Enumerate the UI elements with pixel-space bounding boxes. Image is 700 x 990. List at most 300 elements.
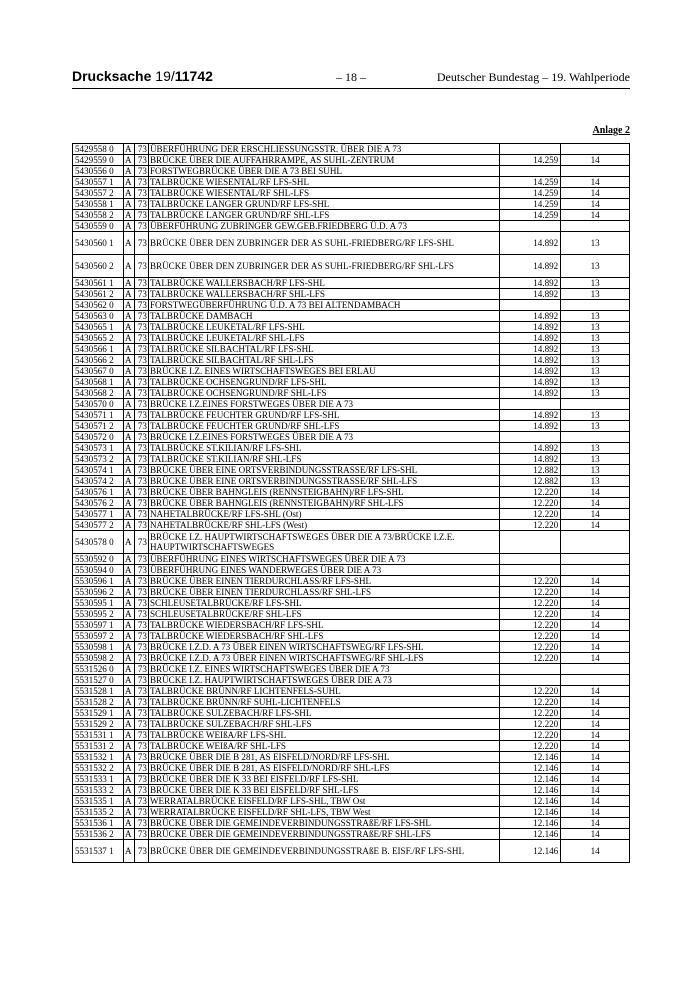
bridge-table-body bbox=[73, 144, 630, 863]
grade-value-cell: 14 bbox=[561, 697, 630, 708]
table-row bbox=[73, 631, 630, 642]
header-rule bbox=[72, 88, 630, 89]
road-class-cell: A bbox=[124, 221, 135, 232]
table-row bbox=[73, 531, 630, 554]
grade-value-cell: 13 bbox=[561, 311, 630, 322]
grade-value-cell: 13 bbox=[561, 366, 630, 377]
table-row bbox=[73, 774, 630, 785]
structure-name-cell: TALBRÜCKE WIEDERSBACH/RF SHL-LFS bbox=[148, 631, 499, 642]
grade-value-cell: 14 bbox=[561, 587, 630, 598]
road-class-cell: A bbox=[124, 664, 135, 675]
structure-id-cell: 5530595 1 bbox=[73, 598, 124, 609]
road-number-cell: 73 bbox=[135, 675, 149, 686]
structure-name-cell: WERRATALBRÜCKE EISFELD/RF SHL-LFS, TBW West bbox=[148, 807, 499, 818]
table-row bbox=[73, 210, 630, 221]
road-number-cell: 73 bbox=[135, 443, 149, 454]
table-row bbox=[73, 708, 630, 719]
document-number: 11742 bbox=[174, 68, 213, 84]
area-value-cell: 14.892 bbox=[499, 344, 560, 355]
grade-value-cell: 14 bbox=[561, 177, 630, 188]
grade-value-cell: 14 bbox=[561, 708, 630, 719]
road-number-cell: 73 bbox=[135, 730, 149, 741]
structure-id-cell: 5430557 1 bbox=[73, 177, 124, 188]
area-value-cell bbox=[499, 664, 560, 675]
structure-name-cell: TALBRÜCKE WIESENTAL/RF LFS-SHL bbox=[148, 177, 499, 188]
area-value-cell: 14.892 bbox=[499, 410, 560, 421]
table-row bbox=[73, 410, 630, 421]
table-row bbox=[73, 344, 630, 355]
grade-value-cell: 14 bbox=[561, 763, 630, 774]
structure-name-cell: TALBRÜCKE LEUKETAL/RF SHL-LFS bbox=[148, 333, 499, 344]
road-class-cell: A bbox=[124, 344, 135, 355]
area-value-cell: 12.882 bbox=[499, 465, 560, 476]
road-class-cell: A bbox=[124, 144, 135, 155]
area-value-cell: 12.220 bbox=[499, 620, 560, 631]
table-row bbox=[73, 653, 630, 664]
area-value-cell bbox=[499, 531, 560, 554]
road-class-cell: A bbox=[124, 311, 135, 322]
grade-value-cell bbox=[561, 554, 630, 565]
structure-name-cell: BRÜCKE ÜBER DIE K 33 BEI EISFELD/RF SHL-LFS bbox=[148, 785, 499, 796]
area-value-cell: 14.892 bbox=[499, 311, 560, 322]
table-row bbox=[73, 763, 630, 774]
document-session: 19/ bbox=[155, 68, 175, 84]
road-class-cell: A bbox=[124, 796, 135, 807]
table-row bbox=[73, 300, 630, 311]
road-class-cell: A bbox=[124, 829, 135, 840]
grade-value-cell: 13 bbox=[561, 232, 630, 255]
road-number-cell: 73 bbox=[135, 177, 149, 188]
table-row bbox=[73, 333, 630, 344]
area-value-cell: 12.220 bbox=[499, 730, 560, 741]
structure-name-cell: ÜBERFÜHRUNG EINES WIRTSCHAFTSWEGES ÜBER DIE A 73 bbox=[148, 554, 499, 565]
grade-value-cell: 14 bbox=[561, 807, 630, 818]
structure-id-cell: 5430576 2 bbox=[73, 498, 124, 509]
grade-value-cell: 13 bbox=[561, 377, 630, 388]
table-row bbox=[73, 454, 630, 465]
grade-value-cell: 13 bbox=[561, 421, 630, 432]
structure-name-cell: BRÜCKE ÜBER DIE GEMEINDEVERBINDUNGSSTRAßE/RF LFS-SHL bbox=[148, 818, 499, 829]
road-number-cell: 73 bbox=[135, 818, 149, 829]
structure-id-cell: 5531531 1 bbox=[73, 730, 124, 741]
structure-name-cell: BRÜCKE ÜBER DIE AUFFAHRRAMPE, AS SUHL-ZENTRUM bbox=[148, 155, 499, 166]
area-value-cell: 12.146 bbox=[499, 752, 560, 763]
area-value-cell: 12.220 bbox=[499, 697, 560, 708]
area-value-cell: 12.882 bbox=[499, 476, 560, 487]
table-row bbox=[73, 366, 630, 377]
structure-id-cell: 5531529 2 bbox=[73, 719, 124, 730]
road-class-cell: A bbox=[124, 278, 135, 289]
table-row bbox=[73, 752, 630, 763]
structure-id-cell: 5531533 2 bbox=[73, 785, 124, 796]
structure-id-cell: 5531526 0 bbox=[73, 664, 124, 675]
road-class-cell: A bbox=[124, 377, 135, 388]
structure-name-cell: NAHETALBRÜCKE/RF LFS-SHL (Ost) bbox=[148, 509, 499, 520]
grade-value-cell: 13 bbox=[561, 465, 630, 476]
table-row bbox=[73, 355, 630, 366]
area-value-cell: 14.259 bbox=[499, 210, 560, 221]
structure-name-cell: BRÜCKE ÜBER DIE K 33 BEI EISFELD/RF LFS-SHL bbox=[148, 774, 499, 785]
structure-id-cell: 5430576 1 bbox=[73, 487, 124, 498]
road-class-cell: A bbox=[124, 697, 135, 708]
structure-id-cell: 5430568 2 bbox=[73, 388, 124, 399]
structure-id-cell: 5430567 0 bbox=[73, 366, 124, 377]
area-value-cell: 12.220 bbox=[499, 708, 560, 719]
structure-name-cell: BRÜCKE I.Z. EINES WIRTSCHAFTSWEGES BEI ERLAU bbox=[148, 366, 499, 377]
structure-name-cell: BRÜCKE I.Z.EINES FORSTWEGES ÜBER DIE A 73 bbox=[148, 432, 499, 443]
grade-value-cell: 14 bbox=[561, 576, 630, 587]
table-row bbox=[73, 818, 630, 829]
structure-id-cell: 5430560 2 bbox=[73, 255, 124, 278]
page-number: – 18 – bbox=[336, 70, 366, 84]
road-class-cell: A bbox=[124, 631, 135, 642]
road-number-cell: 73 bbox=[135, 454, 149, 465]
grade-value-cell: 13 bbox=[561, 333, 630, 344]
document-label: Drucksache bbox=[72, 68, 152, 84]
table-row bbox=[73, 465, 630, 476]
structure-name-cell: TALBRÜCKE BRÜNN/RF LICHTENFELS-SUHL bbox=[148, 686, 499, 697]
road-class-cell: A bbox=[124, 531, 135, 554]
road-class-cell: A bbox=[124, 399, 135, 410]
structure-id-cell: 5430558 2 bbox=[73, 210, 124, 221]
grade-value-cell: 14 bbox=[561, 210, 630, 221]
structure-id-cell: 5430571 1 bbox=[73, 410, 124, 421]
road-class-cell: A bbox=[124, 155, 135, 166]
table-row bbox=[73, 587, 630, 598]
table-row bbox=[73, 188, 630, 199]
grade-value-cell: 14 bbox=[561, 155, 630, 166]
grade-value-cell: 14 bbox=[561, 487, 630, 498]
road-number-cell: 73 bbox=[135, 355, 149, 366]
road-number-cell: 73 bbox=[135, 642, 149, 653]
page-header bbox=[72, 68, 630, 88]
grade-value-cell: 13 bbox=[561, 454, 630, 465]
structure-name-cell: TALBRÜCKE WALLERSBACH/RF SHL-LFS bbox=[148, 289, 499, 300]
area-value-cell: 14.892 bbox=[499, 388, 560, 399]
road-class-cell: A bbox=[124, 509, 135, 520]
road-class-cell: A bbox=[124, 476, 135, 487]
structure-id-cell: 5530594 0 bbox=[73, 565, 124, 576]
structure-id-cell: 5430556 0 bbox=[73, 166, 124, 177]
road-number-cell: 73 bbox=[135, 554, 149, 565]
structure-id-cell: 5430568 1 bbox=[73, 377, 124, 388]
structure-name-cell: BRÜCKE ÜBER BAHNGLEIS (RENNSTEIGBAHN)/RF LFS-SHL bbox=[148, 487, 499, 498]
structure-id-cell: 5430557 2 bbox=[73, 188, 124, 199]
table-row bbox=[73, 144, 630, 155]
table-row bbox=[73, 155, 630, 166]
area-value-cell: 14.259 bbox=[499, 177, 560, 188]
structure-id-cell: 5530597 2 bbox=[73, 631, 124, 642]
area-value-cell: 12.220 bbox=[499, 653, 560, 664]
structure-id-cell: 5430565 1 bbox=[73, 322, 124, 333]
road-class-cell: A bbox=[124, 177, 135, 188]
table-row bbox=[73, 642, 630, 653]
structure-id-cell: 5531536 2 bbox=[73, 829, 124, 840]
table-row bbox=[73, 421, 630, 432]
road-class-cell: A bbox=[124, 675, 135, 686]
area-value-cell bbox=[499, 432, 560, 443]
road-number-cell: 73 bbox=[135, 388, 149, 399]
road-class-cell: A bbox=[124, 730, 135, 741]
table-row bbox=[73, 432, 630, 443]
area-value-cell: 12.220 bbox=[499, 487, 560, 498]
road-number-cell: 73 bbox=[135, 598, 149, 609]
road-class-cell: A bbox=[124, 432, 135, 443]
area-value-cell bbox=[499, 166, 560, 177]
road-class-cell: A bbox=[124, 807, 135, 818]
table-row bbox=[73, 609, 630, 620]
road-class-cell: A bbox=[124, 199, 135, 210]
grade-value-cell: 14 bbox=[561, 498, 630, 509]
area-value-cell: 12.146 bbox=[499, 785, 560, 796]
road-number-cell: 73 bbox=[135, 520, 149, 531]
area-value-cell bbox=[499, 565, 560, 576]
structure-name-cell: TALBRÜCKE WIEDERSBACH/RF LFS-SHL bbox=[148, 620, 499, 631]
road-number-cell: 73 bbox=[135, 188, 149, 199]
structure-id-cell: 5531535 2 bbox=[73, 807, 124, 818]
area-value-cell: 14.892 bbox=[499, 355, 560, 366]
structure-id-cell: 5430578 0 bbox=[73, 531, 124, 554]
road-number-cell: 73 bbox=[135, 144, 149, 155]
road-class-cell: A bbox=[124, 752, 135, 763]
grade-value-cell bbox=[561, 144, 630, 155]
structure-name-cell: TALBRÜCKE DAMBACH bbox=[148, 311, 499, 322]
structure-name-cell: TALBRÜCKE WEIßA/RF SHL-LFS bbox=[148, 741, 499, 752]
table-row bbox=[73, 166, 630, 177]
structure-name-cell: TALBRÜCKE ST.KILIAN/RF SHL-LFS bbox=[148, 454, 499, 465]
road-number-cell: 73 bbox=[135, 840, 149, 863]
structure-id-cell: 5430558 1 bbox=[73, 199, 124, 210]
table-row bbox=[73, 177, 630, 188]
road-number-cell: 73 bbox=[135, 166, 149, 177]
grade-value-cell: 14 bbox=[561, 642, 630, 653]
area-value-cell: 12.146 bbox=[499, 818, 560, 829]
structure-id-cell: 5430571 2 bbox=[73, 421, 124, 432]
grade-value-cell: 14 bbox=[561, 818, 630, 829]
table-row bbox=[73, 388, 630, 399]
grade-value-cell: 14 bbox=[561, 796, 630, 807]
road-number-cell: 73 bbox=[135, 322, 149, 333]
road-number-cell: 73 bbox=[135, 763, 149, 774]
table-row bbox=[73, 840, 630, 863]
road-class-cell: A bbox=[124, 498, 135, 509]
area-value-cell bbox=[499, 300, 560, 311]
area-value-cell: 14.892 bbox=[499, 232, 560, 255]
structure-name-cell: FORSTWEGÜBERFÜHRUNG Ü.D. A 73 BEI ALTENDAMBACH bbox=[148, 300, 499, 311]
table-row bbox=[73, 199, 630, 210]
road-number-cell: 73 bbox=[135, 311, 149, 322]
table-row bbox=[73, 598, 630, 609]
structure-name-cell: TALBRÜCKE LANGER GRUND/RF LFS-SHL bbox=[148, 199, 499, 210]
road-number-cell: 73 bbox=[135, 210, 149, 221]
area-value-cell: 12.146 bbox=[499, 774, 560, 785]
road-class-cell: A bbox=[124, 520, 135, 531]
table-row bbox=[73, 807, 630, 818]
structure-name-cell: BRÜCKE ÜBER DIE GEMEINDEVERBINDUNGSSTRAßE/RF SHL-LFS bbox=[148, 829, 499, 840]
table-row bbox=[73, 498, 630, 509]
road-class-cell: A bbox=[124, 487, 135, 498]
structure-id-cell: 5531527 0 bbox=[73, 675, 124, 686]
area-value-cell bbox=[499, 144, 560, 155]
structure-name-cell: TALBRÜCKE WALLERSBACH/RF LFS-SHL bbox=[148, 278, 499, 289]
structure-name-cell: BRÜCKE ÜBER DEN ZUBRINGER DER AS SUHL-FRIEDBERG/RF SHL-LFS bbox=[148, 255, 499, 278]
area-value-cell: 12.146 bbox=[499, 763, 560, 774]
grade-value-cell: 14 bbox=[561, 188, 630, 199]
structure-id-cell: 5430561 2 bbox=[73, 289, 124, 300]
structure-name-cell: TALBRÜCKE SILBACHTAL/RF LFS-SHL bbox=[148, 344, 499, 355]
area-value-cell: 14.892 bbox=[499, 322, 560, 333]
area-value-cell: 12.146 bbox=[499, 840, 560, 863]
grade-value-cell: 14 bbox=[561, 686, 630, 697]
structure-id-cell: 5531528 1 bbox=[73, 686, 124, 697]
road-number-cell: 73 bbox=[135, 366, 149, 377]
structure-id-cell: 5430563 0 bbox=[73, 311, 124, 322]
road-class-cell: A bbox=[124, 465, 135, 476]
area-value-cell: 14.892 bbox=[499, 377, 560, 388]
road-class-cell: A bbox=[124, 785, 135, 796]
grade-value-cell bbox=[561, 432, 630, 443]
area-value-cell: 14.892 bbox=[499, 454, 560, 465]
road-number-cell: 73 bbox=[135, 785, 149, 796]
road-class-cell: A bbox=[124, 708, 135, 719]
road-class-cell: A bbox=[124, 322, 135, 333]
road-number-cell: 73 bbox=[135, 796, 149, 807]
area-value-cell: 12.146 bbox=[499, 829, 560, 840]
grade-value-cell: 13 bbox=[561, 289, 630, 300]
road-class-cell: A bbox=[124, 598, 135, 609]
area-value-cell: 12.220 bbox=[499, 741, 560, 752]
road-class-cell: A bbox=[124, 255, 135, 278]
structure-name-cell: TALBRÜCKE SULZEBACH/RF SHL-LFS bbox=[148, 719, 499, 730]
area-value-cell: 12.220 bbox=[499, 598, 560, 609]
grade-value-cell: 13 bbox=[561, 443, 630, 454]
grade-value-cell: 14 bbox=[561, 653, 630, 664]
area-value-cell bbox=[499, 221, 560, 232]
structure-id-cell: 5430573 2 bbox=[73, 454, 124, 465]
area-value-cell: 14.259 bbox=[499, 199, 560, 210]
road-number-cell: 73 bbox=[135, 565, 149, 576]
road-number-cell: 73 bbox=[135, 465, 149, 476]
area-value-cell: 14.892 bbox=[499, 421, 560, 432]
structure-name-cell: TALBRÜCKE OCHSENGRUND/RF LFS-SHL bbox=[148, 377, 499, 388]
table-row bbox=[73, 311, 630, 322]
structure-name-cell: TALBRÜCKE ST.KILIAN/RF LFS-SHL bbox=[148, 443, 499, 454]
table-row bbox=[73, 686, 630, 697]
grade-value-cell: 13 bbox=[561, 278, 630, 289]
structure-id-cell: 5531533 1 bbox=[73, 774, 124, 785]
table-row bbox=[73, 829, 630, 840]
grade-value-cell: 13 bbox=[561, 410, 630, 421]
structure-id-cell: 5430572 0 bbox=[73, 432, 124, 443]
road-number-cell: 73 bbox=[135, 344, 149, 355]
structure-name-cell: FORSTWEGBRÜCKE ÜBER DIE A 73 BEI SUHL bbox=[148, 166, 499, 177]
road-number-cell: 73 bbox=[135, 421, 149, 432]
table-row bbox=[73, 443, 630, 454]
table-row bbox=[73, 520, 630, 531]
structure-name-cell: BRÜCKE I.Z. HAUPTWIRTSCHAFTSWEGES ÜBER DIE A 73/BRÜCKE I.Z.E. HAUPTWIRTSCHAFTSWEGES bbox=[148, 531, 499, 554]
road-number-cell: 73 bbox=[135, 576, 149, 587]
road-class-cell: A bbox=[124, 763, 135, 774]
grade-value-cell: 14 bbox=[561, 199, 630, 210]
structure-name-cell: BRÜCKE I.Z. HAUPTWIRTSCHAFTSWEGES ÜBER DIE A 73 bbox=[148, 675, 499, 686]
structure-name-cell: TALBRÜCKE FEUCHTER GRUND/RF SHL-LFS bbox=[148, 421, 499, 432]
structure-id-cell: 5430561 1 bbox=[73, 278, 124, 289]
road-class-cell: A bbox=[124, 565, 135, 576]
table-row bbox=[73, 675, 630, 686]
area-value-cell: 14.892 bbox=[499, 366, 560, 377]
area-value-cell: 12.220 bbox=[499, 587, 560, 598]
road-number-cell: 73 bbox=[135, 155, 149, 166]
road-number-cell: 73 bbox=[135, 653, 149, 664]
table-row bbox=[73, 697, 630, 708]
area-value-cell: 14.259 bbox=[499, 155, 560, 166]
grade-value-cell: 14 bbox=[561, 520, 630, 531]
road-number-cell: 73 bbox=[135, 333, 149, 344]
structure-name-cell: BRÜCKE I.Z.D. A 73 ÜBER EINEN WIRTSCHAFTSWEG/RF SHL-LFS bbox=[148, 653, 499, 664]
road-number-cell: 73 bbox=[135, 487, 149, 498]
road-class-cell: A bbox=[124, 210, 135, 221]
table-row bbox=[73, 377, 630, 388]
structure-id-cell: 5530596 1 bbox=[73, 576, 124, 587]
road-number-cell: 73 bbox=[135, 774, 149, 785]
road-number-cell: 73 bbox=[135, 278, 149, 289]
area-value-cell: 14.892 bbox=[499, 443, 560, 454]
road-class-cell: A bbox=[124, 653, 135, 664]
structure-name-cell: WERRATALBRÜCKE EISFELD/RF LFS-SHL, TBW Ost bbox=[148, 796, 499, 807]
road-class-cell: A bbox=[124, 642, 135, 653]
grade-value-cell: 13 bbox=[561, 322, 630, 333]
road-class-cell: A bbox=[124, 355, 135, 366]
area-value-cell: 12.220 bbox=[499, 686, 560, 697]
structure-name-cell: ÜBERFÜHRUNG DER ERSCHLIESSUNGSSTR. ÜBER DIE A 73 bbox=[148, 144, 499, 155]
road-number-cell: 73 bbox=[135, 829, 149, 840]
road-number-cell: 73 bbox=[135, 289, 149, 300]
grade-value-cell: 13 bbox=[561, 255, 630, 278]
grade-value-cell: 14 bbox=[561, 509, 630, 520]
table-row bbox=[73, 785, 630, 796]
road-class-cell: A bbox=[124, 443, 135, 454]
structure-name-cell: TALBRÜCKE OCHSENGRUND/RF SHL-LFS bbox=[148, 388, 499, 399]
structure-id-cell: 5531529 1 bbox=[73, 708, 124, 719]
structure-id-cell: 5430562 0 bbox=[73, 300, 124, 311]
structure-name-cell: ÜBERFÜHRUNG EINES WANDERWEGES ÜBER DIE A 73 bbox=[148, 565, 499, 576]
area-value-cell: 12.146 bbox=[499, 796, 560, 807]
road-class-cell: A bbox=[124, 454, 135, 465]
road-number-cell: 73 bbox=[135, 300, 149, 311]
structure-id-cell: 5530597 1 bbox=[73, 620, 124, 631]
grade-value-cell: 14 bbox=[561, 730, 630, 741]
structure-id-cell: 5531532 2 bbox=[73, 763, 124, 774]
grade-value-cell: 13 bbox=[561, 344, 630, 355]
road-number-cell: 73 bbox=[135, 587, 149, 598]
structure-name-cell: BRÜCKE I.Z.D. A 73 ÜBER EINEN WIRTSCHAFTSWEG/RF LFS-SHL bbox=[148, 642, 499, 653]
structure-id-cell: 5531528 2 bbox=[73, 697, 124, 708]
structure-id-cell: 5530596 2 bbox=[73, 587, 124, 598]
table-row bbox=[73, 565, 630, 576]
grade-value-cell: 14 bbox=[561, 741, 630, 752]
annex-label: Anlage 2 bbox=[592, 125, 630, 136]
structure-id-cell: 5430577 1 bbox=[73, 509, 124, 520]
road-class-cell: A bbox=[124, 232, 135, 255]
road-class-cell: A bbox=[124, 188, 135, 199]
road-class-cell: A bbox=[124, 554, 135, 565]
road-number-cell: 73 bbox=[135, 708, 149, 719]
table-row bbox=[73, 476, 630, 487]
table-row bbox=[73, 719, 630, 730]
table-row bbox=[73, 554, 630, 565]
structure-id-cell: 5430560 1 bbox=[73, 232, 124, 255]
grade-value-cell bbox=[561, 664, 630, 675]
